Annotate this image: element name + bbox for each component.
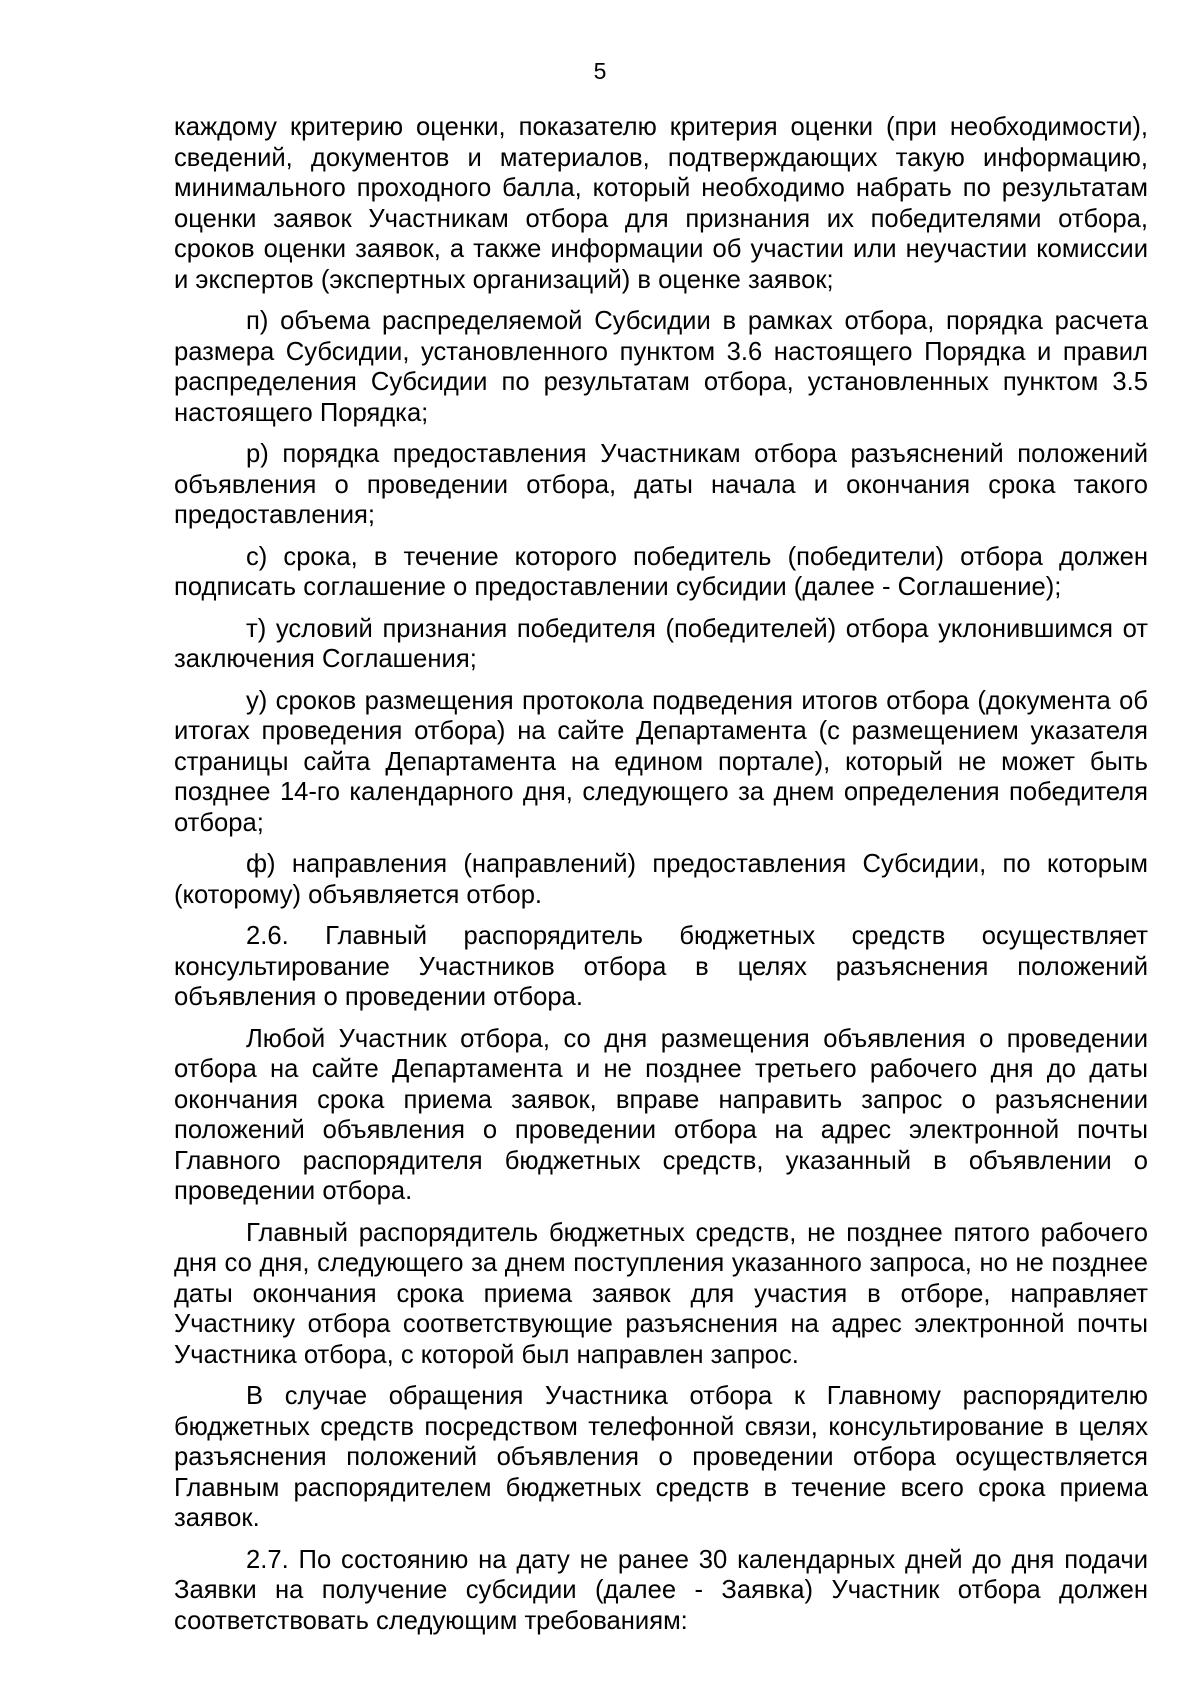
paragraph-response-procedure: Главный распорядитель бюджетных средств, не позднее пятого рабочего дня со дня, следующего за днем поступления указанного запроса, но не позднее даты окончания срока приема заявок для участия в отборе, направляет Участнику отбора соответствующие разъяснения на адрес электронной почты Участника отбора, с которой был направлен запрос. — [174, 1218, 1148, 1369]
document-body — [174, 112, 1148, 1647]
paragraph-item-r: р) порядка предоставления Участникам отбора разъяснений положений объявления о проведении отбора, даты начала и окончания срока такого предоставления; — [174, 440, 1148, 529]
paragraph-section-2-7: 2.7. По состоянию на дату не ранее 30 календарных дней до дня подачи Заявки на получение субсидии (далее - Заявка) Участник отбора должен соответствовать следующим требованиям: — [174, 1545, 1148, 1635]
paragraph-item-p: п) объема распределяемой Субсидии в рамках отбора, порядка расчета размера Субсидии, установленного пунктом 3.6 настоящего Порядка и правил распределения Субсидии по результатам отбора, установленных пунктом 3.5 настоящего Порядка; — [174, 307, 1148, 427]
paragraph-continuation: каждому критерию оценки, показателю критерия оценки (при необходимости), сведений, документов и материалов, подтверждающих такую информацию, минимального проходного балла, который необходимо набрать по результатам оценки заявок Участникам отбора для признания их победителями отбора, сроков оценки заявок, а также информации об участии или неучастии комиссии и экспертов (экспертных организаций) в оценке заявок; — [174, 113, 1148, 294]
paragraph-section-2-6: 2.6. Главный распорядитель бюджетных средств осуществляет консультирование Участников отбора в целях разъяснения положений объявления о проведении отбора. — [174, 922, 1148, 1011]
paragraph-item-s: с) срока, в течение которого победитель (победители) отбора должен подписать соглашение о предоставлении субсидии (далее - Соглашение); — [174, 542, 1148, 601]
paragraph-item-t: т) условий признания победителя (победителей) отбора уклонившимся от заключения Соглашения; — [174, 614, 1148, 673]
paragraph-item-f: ф) направления (направлений) предоставления Субсидии, по которым (которому) объявляется отбор. — [174, 850, 1148, 909]
page-number: 5 — [593, 58, 607, 84]
paragraph-item-u: у) сроков размещения протокола подведения итогов отбора (документа об итогах проведения отбора) на сайте Департамента (с размещением указателя страницы сайта Департамента на едином портале), который не может быть позднее 14-го календарного дня, следующего за днем определения победителя отбора; — [174, 686, 1148, 837]
paragraph-phone-consultation: В случае обращения Участника отбора к Главному распорядителю бюджетных средств посредством телефонной связи, консультирование в целях разъяснения положений объявления о проведении отбора осуществляется Главным распорядителем бюджетных средств в течение всего срока приема заявок. — [174, 1382, 1148, 1532]
paragraph-request-procedure: Любой Участник отбора, со дня размещения объявления о проведении отбора на сайте Департамента и не позднее третьего рабочего дня до даты окончания срока приема заявок, вправе направить запрос о разъяснении положений объявления о проведении отбора на адрес электронной почты Главного распорядителя бюджетных средств, указанный в объявлении о проведении отбора. — [174, 1024, 1148, 1205]
